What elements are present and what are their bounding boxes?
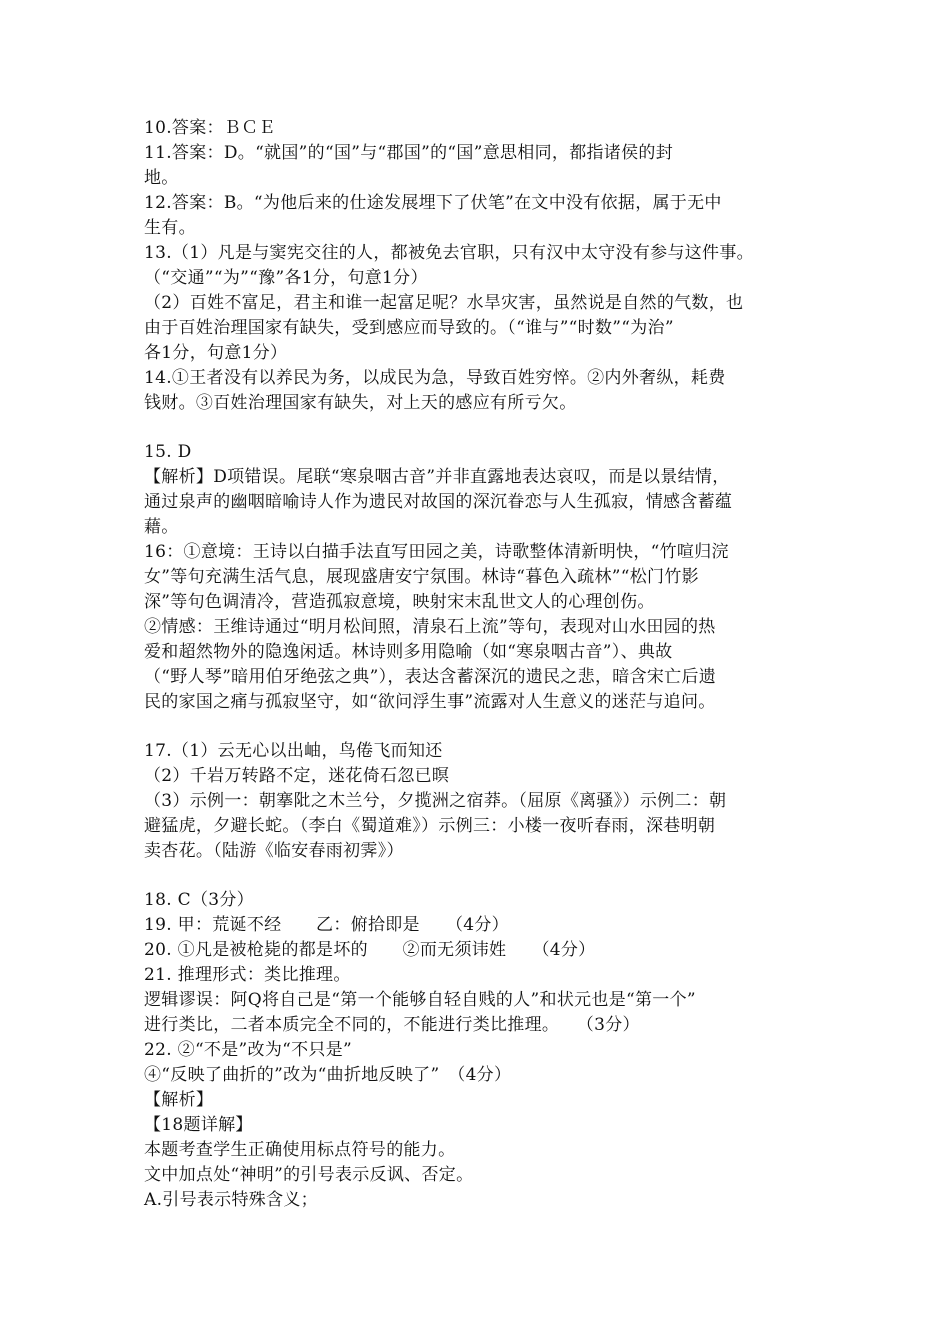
text-line: 12.答案：B。“为他后来的仕途发展埋下了伏笔”在文中没有依据，属于无中 [144,193,722,213]
text-line: 钱财。③百姓治理国家有缺失，对上天的感应有所亏欠。 [144,393,577,413]
text-line: ④“反映了曲折的”改为“曲折地反映了” （4分） [144,1065,512,1085]
text-line: 【解析】D项错误。尾联“寒泉咽古音”并非直露地表达哀叹，而是以景结情， [144,467,730,487]
text-line: 各1分，句意1分） [144,343,288,363]
blank-line [144,864,824,888]
text-line: 13.（1）凡是与窦宪交往的人，都被免去官职，只有汉中太守没有参与这件事。 [144,243,754,263]
blank-line [144,715,824,739]
text-line: 本题考查学生正确使用标点符号的能力。 [144,1140,456,1160]
text-line: （“交通”“为”“豫”各1分，句意1分） [144,268,428,288]
text-line: （3）示例一：朝搴阰之木兰兮，夕揽洲之宿莽。（屈原《离骚》）示例二：朝 [144,791,727,811]
text-line: A.引号表示特殊含义； [144,1190,318,1210]
text-line: （“野人琴”暗用伯牙绝弦之典”），表达含蓄深沉的遗民之悲，暗含宋亡后遗 [144,667,717,687]
text-line: 逻辑谬误：阿Q将自己是“第一个能够自轻自贱的人”和状元也是“第一个” [144,990,696,1010]
text-line: 卖杏花。（陆游《临安春雨初霁》） [144,841,404,861]
text-line: 16：①意境：王诗以白描手法直写田园之美，诗歌整体清新明快，“竹喧归浣 [144,542,729,562]
text-line: 生有。 [144,218,196,238]
text-line: （2）千岩万转路不定，迷花倚石忽已暝 [144,766,450,786]
text-line: 17.（1）云无心以出岫，鸟倦飞而知还 [144,741,443,761]
text-line: 21. 推理形式：类比推理。 [144,965,351,985]
text-line: 10.答案：ＢＣＥ [144,118,276,138]
text-line: 通过泉声的幽咽暗喻诗人作为遗民对故国的深沉眷恋与人生孤寂，情感含蓄蕴 [144,492,733,512]
text-line: 藉。 [144,517,179,537]
text-line: 11.答案：D。“就国”的“国”与“郡国”的“国”意思相同，都指诸侯的封 [144,143,673,163]
answer-text-block [144,116,824,1213]
text-line: 由于百姓治理国家有缺失，受到感应而导致的。（“谁与”“时数”“为治” [144,318,674,338]
text-line: 20. ①凡是被枪毙的都是坏的 ②而无须讳姓 （4分） [144,940,596,960]
blank-line [144,416,824,440]
text-line: 爱和超然物外的隐逸闲适。林诗则多用隐喻（如“寒泉咽古音”）、典故 [144,642,673,662]
text-line: 18. C（3分） [144,890,254,910]
text-line: 地。 [144,168,179,188]
text-line: 14.①王者没有以养民为务，以成民为急，导致百姓穷悴。②内外奢纵，耗费 [144,368,726,388]
text-line: ②情感：王维诗通过“明月松间照，清泉石上流”等句，表现对山水田园的热 [144,617,716,637]
text-line: 进行类比，二者本质完全不同的，不能进行类比推理。 （3分） [144,1015,640,1035]
text-line: 15. D [144,442,192,462]
text-line: 避猛虎，夕避长蛇。（李白《蜀道难》）示例三：小楼一夜听春雨，深巷明朝 [144,816,716,836]
text-line: 深”等句色调清冷，营造孤寂意境，映射宋末乱世文人的心理创伤。 [144,592,655,612]
text-line: 19. 甲：荒诞不经 乙：俯拾即是 （4分） [144,915,509,935]
text-line: 【解析】 [144,1090,214,1110]
text-line: 女”等句充满生活气息，展现盛唐安宁氛围。林诗“暮色入疏林”“松门竹影 [144,567,699,587]
text-line: 文中加点处“神明”的引号表示反讽、否定。 [144,1165,474,1185]
text-line: 【18题详解】 [144,1115,253,1135]
text-line: （2）百姓不富足，君主和谁一起富足呢？水旱灾害，虽然说是自然的气数，也 [144,293,744,313]
text-line: 22. ②“不是”改为“不只是” [144,1040,353,1060]
text-line: 民的家国之痛与孤寂坚守，如“欲问浮生事”流露对人生意义的迷茫与追问。 [144,692,716,712]
